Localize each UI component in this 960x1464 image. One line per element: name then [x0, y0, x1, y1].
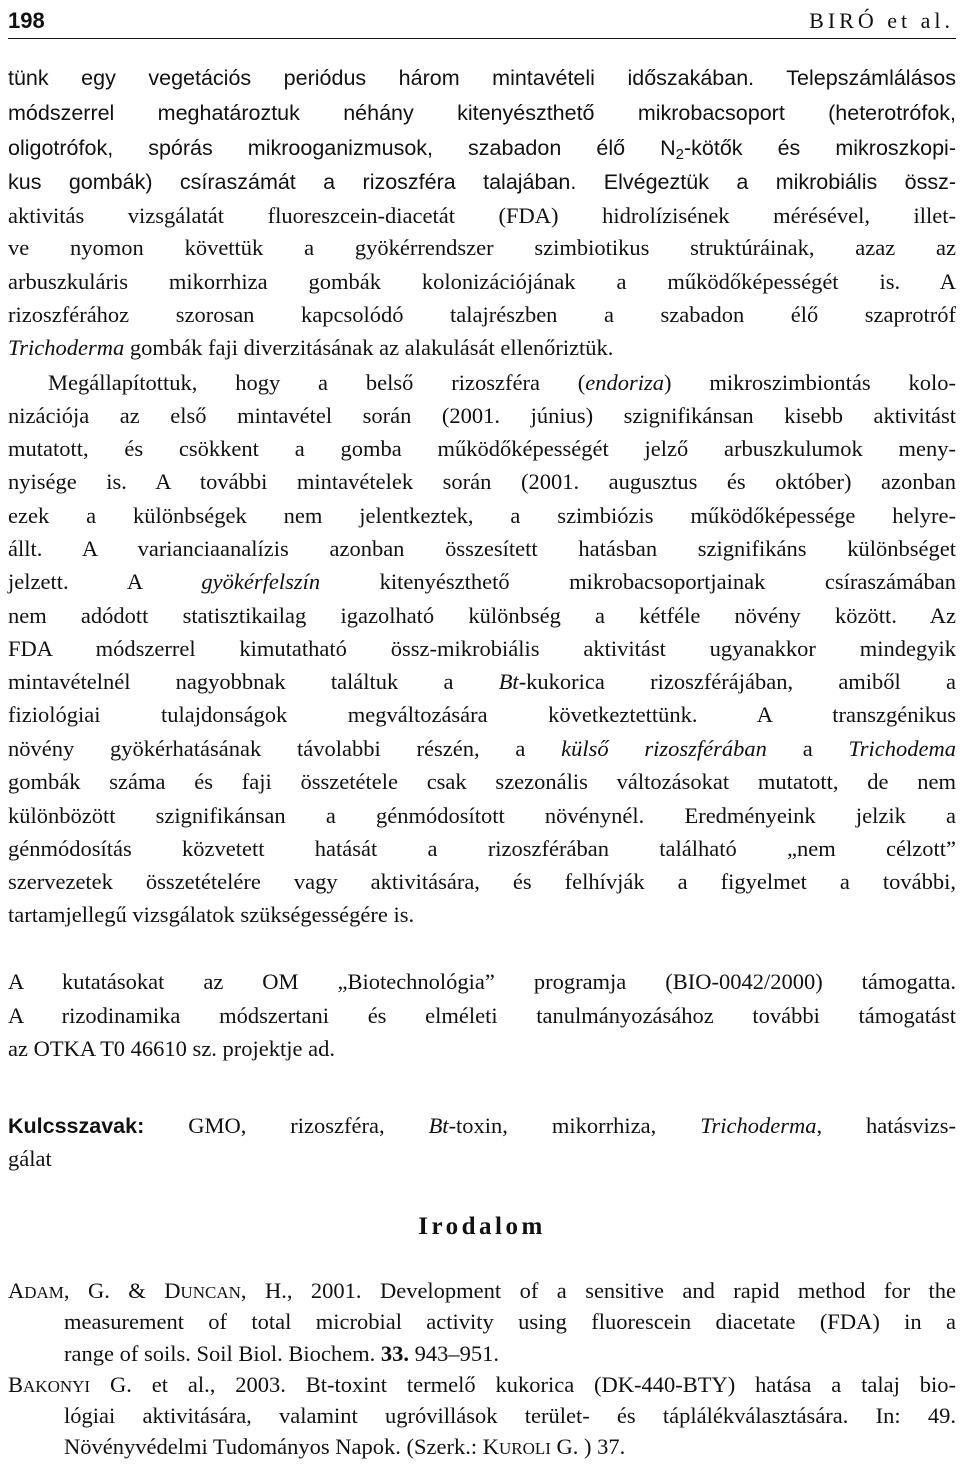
text-line: A rizodinamika módszertani és elméleti tanulmányozásához további támogatást — [8, 1003, 956, 1028]
text-line: nizációja az első mintavétel során (2001. június) szignifikánsan kisebb aktivitást — [8, 403, 956, 428]
text-line: measurement of total microbial activity using fluorescein diacetate (FDA) in a — [64, 1309, 956, 1334]
text-line: fiziológiai tulajdonságok megváltozására következtettünk. A transzgénikus — [8, 702, 956, 727]
text-line: gombák száma és faji összetétele csak szezonális változásokat mutatott, de nem — [8, 769, 956, 794]
text-line: Trichoderma gombák faji diverzitásának az alakulását ellenőriztük. — [8, 335, 614, 360]
text-line: aktivitás vizsgálatát fluoreszcein-diacetát (FDA) hidrolízisének mérésével, illet- — [8, 203, 956, 228]
text-line: ezek a különbségek nem jelentkeztek, a szimbiózis működőképessége helyre- — [8, 503, 956, 528]
text-line: nyisége is. A további mintavételek során (2001. augusztus és október) azonban — [8, 469, 956, 494]
text-line: gálat — [8, 1146, 52, 1171]
text-line: jelzett. A gyökérfelszín kitenyészthető mikrobacsoportjainak csíraszámában — [8, 569, 957, 594]
page-header — [8, 4, 956, 39]
text-line: az OTKA T0 46610 sz. projektje ad. — [8, 1036, 336, 1061]
reference-entry: BAKONYI G. et al., 2003. Bt-toxint termelő kukorica (DK-440-BTY) hatása a talaj bio- — [8, 1372, 956, 1397]
text-line: ve nyomon követtük a gyökérrendszer szimbiotikus struktúráinak, azaz az — [8, 235, 956, 260]
text-line: lógiai aktivitására, valamint ugróvillások terület- és táplálékválasztására. In: 49. — [64, 1403, 956, 1428]
text-line: mintavételnél nagyobbnak találtuk a Bt-kukorica rizoszférájában, amiből a — [8, 669, 956, 694]
text-line: A kutatásokat az OM „Biotechnológia” programja (BIO-0042/2000) támogatta. — [8, 969, 956, 994]
running-title: BIRÓ et al. — [809, 8, 954, 33]
text-line: génmódosítás közvetett hatását a rizoszférában található „nem célzott” — [8, 836, 956, 861]
text-line: nem adódott statisztikailag igazolható különbség a kétféle növény között. Az — [8, 603, 956, 628]
text-line: különbözött szignifikánsan a génmódosított növénynél. Eredményeink jelzik a — [8, 803, 956, 828]
references-heading: Irodalom — [418, 1213, 546, 1240]
keywords-label: Kulcsszavak: — [8, 1114, 145, 1138]
text-line: oligotrófok, spórás mikrooganizmusok, szabadon élő $N_2$-kötők és mikroszkopi- — [8, 136, 956, 163]
text-line: tartamjellegű vizsgálatok szükségességére is. — [8, 902, 415, 927]
text-line: Növényvédelmi Tudományos Napok. (Szerk.: KUROLI G. ) 37. — [64, 1434, 626, 1459]
text-line: kus gombák) csíraszámát a rizoszféra talajában. Elvégeztük a mikrobiális össz- — [8, 170, 956, 194]
text-line: állt. A varianciaanalízis azonban összesített hatásban szignifikáns különbséget — [8, 536, 956, 561]
text-line: arbuszkuláris mikorrhiza gombák kolonizációjának a működőképességét is. A — [8, 269, 956, 294]
text-line: FDA módszerrel kimutatható össz-mikrobiális aktivitást ugyanakkor mindegyik — [8, 636, 956, 661]
text-line: szervezetek összetételére vagy aktivitására, és felhívják a figyelmet a további, — [8, 869, 956, 894]
text-line: növény gyökérhatásának távolabbi részén, a külső rizoszférában a Trichodema — [8, 736, 956, 761]
text-line: mutatott, és csökkent a gomba működőképességét jelző arbuszkulumok meny- — [8, 436, 956, 461]
text-line: módszerrel meghatároztuk néhány kitenyészthető mikrobacsoport (heterotrófok, — [8, 101, 956, 125]
reference-entry: ADAM, G. & DUNCAN, H., 2001. Development of a sensitive and rapid method for the — [8, 1278, 957, 1303]
text-line: Megállapítottuk, hogy a belső rizoszféra (endoriza) mikroszimbiontás kolo- — [48, 370, 956, 395]
text-line: rizoszférához szorosan kapcsolódó talajrészben a szabadon élő szaprotróf — [8, 302, 956, 327]
text-line: range of soils. Soil Biol. Biochem. 33. 943–951. — [64, 1341, 499, 1366]
text-line: Kulcsszavak: GMO, rizoszféra, Bt-toxin, mikorrhiza, Trichoderma, hatásvizs- — [8, 1113, 957, 1138]
text-line: tünk egy vegetációs periódus három mintavételi időszakában. Telepszámlálásos — [8, 66, 956, 90]
page-number: 198 — [8, 8, 45, 33]
